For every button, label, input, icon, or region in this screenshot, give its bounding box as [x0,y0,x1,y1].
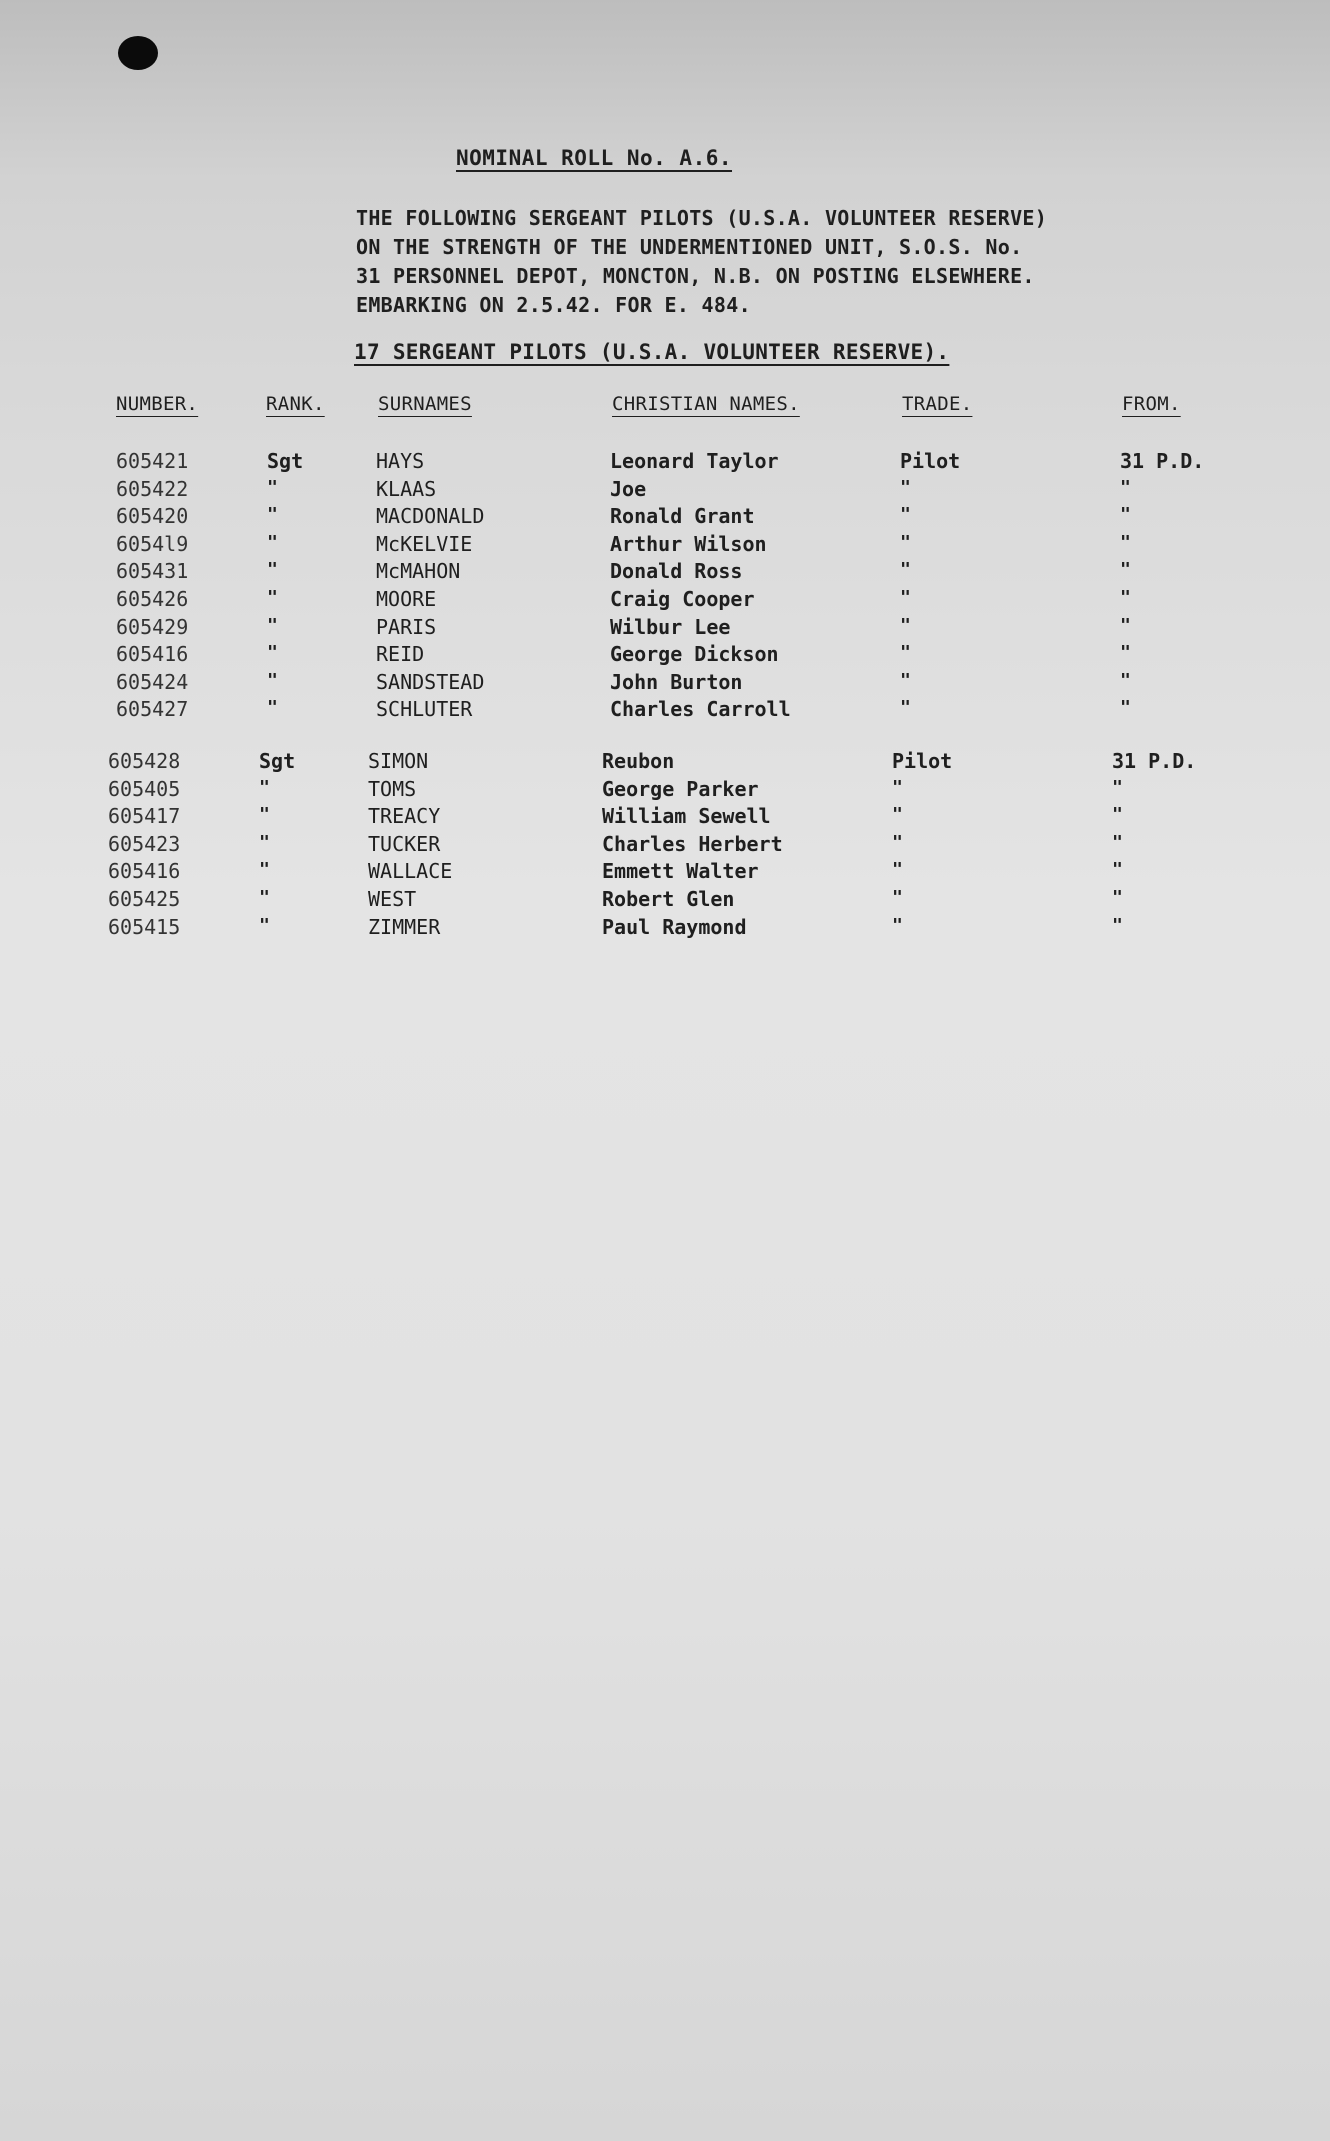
cell-trade: " [892,804,903,826]
table-row [0,859,1322,887]
cell-number: 605425 [108,886,181,911]
cell-surname: MACDONALD [376,504,485,529]
punch-hole-mark [118,36,158,70]
cell-christian-names: John Burton [610,669,743,694]
cell-from: " [1120,614,1131,636]
cell-christian-names: Leonard Taylor [610,449,779,473]
cell-number: 605429 [116,614,189,639]
header-christian-names: CHRISTIAN NAMES. [612,393,800,415]
cell-number: 605426 [116,586,189,611]
header-surname: SURNAMES [378,393,472,415]
table-row [0,915,1322,943]
cell-number: 605416 [116,642,189,667]
cell-rank: " [267,559,278,581]
cell-christian-names: William Sewell [602,804,771,829]
table-header-row [0,393,1330,425]
table-row [0,777,1322,805]
cell-number: 605420 [116,504,189,529]
cell-from: " [1112,804,1123,826]
cell-christian-names: Joe [610,476,647,501]
cell-number: 605416 [108,859,181,884]
header-rank: RANK. [266,393,325,415]
cell-christian-names: Charles Carroll [610,697,791,722]
cell-surname: WEST [368,886,417,911]
cell-trade: " [900,559,911,581]
cell-from: " [1120,559,1131,581]
table-row [0,749,1322,777]
cell-number: 605417 [108,804,181,829]
cell-christian-names: Craig Cooper [610,586,755,611]
cell-trade: " [900,586,911,608]
cell-trade: " [892,831,903,853]
cell-trade: " [900,531,911,553]
cell-christian-names: Robert Glen [602,886,735,911]
cell-trade: " [900,476,911,498]
cell-rank: " [259,859,270,881]
cell-trade: Pilot [892,749,953,773]
cell-christian-names: Charles Herbert [602,831,783,856]
roll-group-2 [0,749,1322,942]
cell-rank: " [259,804,270,826]
cell-christian-names: Wilbur Lee [610,614,731,639]
cell-trade: " [900,669,911,691]
table-row [0,559,1330,587]
cell-surname: HAYS [376,449,425,473]
cell-surname: McMAHON [376,559,461,584]
cell-christian-names: Reubon [602,749,675,773]
cell-rank: " [259,776,270,798]
cell-trade: " [892,886,903,908]
cell-from: 31 P.D. [1112,749,1197,773]
header-number: NUMBER. [116,393,199,415]
cell-surname: WALLACE [368,859,453,884]
cell-rank: " [267,586,278,608]
cell-number: 605405 [108,776,181,801]
cell-number: 605424 [116,669,189,694]
cell-from: 31 P.D. [1120,449,1205,473]
cell-number: 605422 [116,476,189,501]
cell-from: " [1120,697,1131,719]
cell-trade: Pilot [900,449,961,473]
cell-christian-names: George Parker [602,776,759,801]
intro-line: 31 PERSONNEL DEPOT, MONCTON, N.B. ON POSTING ELSEWHERE. [356,264,1035,288]
cell-rank: " [259,914,270,936]
cell-from: " [1112,831,1123,853]
cell-from: " [1120,531,1131,553]
cell-number: 605415 [108,914,181,939]
table-row [0,449,1330,477]
cell-number: 605423 [108,831,181,856]
cell-trade: " [900,697,911,719]
cell-surname: MOORE [376,586,437,611]
cell-rank: " [259,886,270,908]
cell-surname: TUCKER [368,831,441,856]
cell-from: " [1120,586,1131,608]
cell-from: " [1120,476,1131,498]
cell-christian-names: Arthur Wilson [610,531,767,556]
table-row [0,642,1330,670]
cell-surname: SCHLUTER [376,697,473,722]
cell-christian-names: Paul Raymond [602,914,747,939]
cell-christian-names: Donald Ross [610,559,743,584]
table-row [0,532,1330,560]
cell-number: 605428 [108,749,181,773]
cell-from: " [1112,886,1123,908]
cell-rank: " [267,504,278,526]
cell-from: " [1120,642,1131,664]
cell-trade: " [892,776,903,798]
intro-paragraph [356,204,1176,320]
document-title: NOMINAL ROLL No. A.6. [456,146,733,170]
cell-rank: " [267,697,278,719]
cell-surname: TREACY [368,804,441,829]
table-row [0,832,1322,860]
cell-trade: " [900,504,911,526]
header-from: FROM. [1122,393,1181,415]
roll-group-1 [0,449,1330,725]
cell-rank: Sgt [259,749,296,773]
cell-surname: REID [376,642,425,667]
cell-from: " [1112,859,1123,881]
cell-surname: McKELVIE [376,531,473,556]
table-row [0,615,1330,643]
cell-rank: " [267,614,278,636]
cell-christian-names: George Dickson [610,642,779,667]
cell-surname: ZIMMER [368,914,441,939]
table-row [0,504,1330,532]
cell-from: " [1112,914,1123,936]
cell-number: 6054l9 [116,531,189,556]
intro-line: EMBARKING ON 2.5.42. FOR E. 484. [356,293,751,317]
table-row [0,587,1330,615]
table-row [0,697,1330,725]
cell-rank: " [267,642,278,664]
cell-from: " [1120,669,1131,691]
roll-subheading: 17 SERGEANT PILOTS (U.S.A. VOLUNTEER RESERVE). [354,340,950,364]
cell-rank: " [267,669,278,691]
cell-number: 605431 [116,559,189,584]
cell-trade: " [892,859,903,881]
cell-surname: TOMS [368,776,417,801]
table-row [0,477,1330,505]
cell-surname: PARIS [376,614,437,639]
cell-rank: Sgt [267,449,304,473]
cell-christian-names: Emmett Walter [602,859,759,884]
cell-rank: " [259,831,270,853]
table-row [0,804,1322,832]
cell-number: 605421 [116,449,189,473]
cell-trade: " [900,642,911,664]
cell-surname: SANDSTEAD [376,669,485,694]
cell-surname: SIMON [368,749,429,773]
intro-line: ON THE STRENGTH OF THE UNDERMENTIONED UNIT, S.O.S. No. [356,235,1023,259]
cell-surname: KLAAS [376,476,437,501]
cell-christian-names: Ronald Grant [610,504,755,529]
cell-trade: " [892,914,903,936]
header-trade: TRADE. [902,393,973,415]
intro-line: THE FOLLOWING SERGEANT PILOTS (U.S.A. VOLUNTEER RESERVE) [356,206,1048,230]
cell-from: " [1120,504,1131,526]
cell-from: " [1112,776,1123,798]
table-row [0,887,1322,915]
cell-number: 605427 [116,697,189,722]
cell-rank: " [267,531,278,553]
cell-trade: " [900,614,911,636]
cell-rank: " [267,476,278,498]
table-row [0,670,1330,698]
